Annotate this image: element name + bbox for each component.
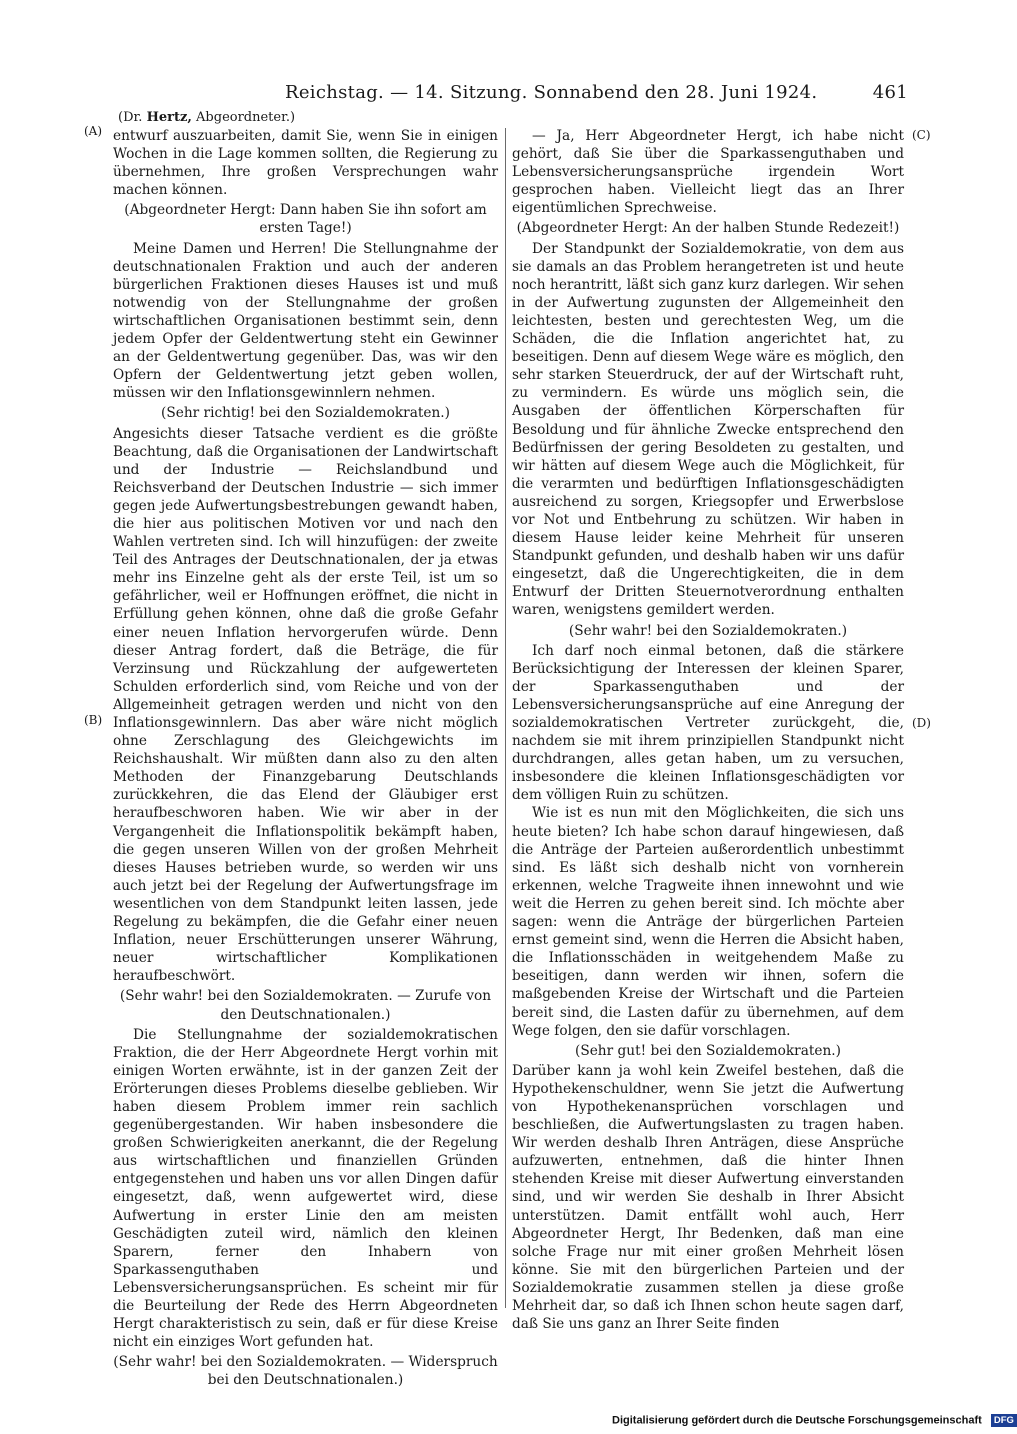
footer-text: Digitalisierung gefördert durch die Deutsche Forschungsgemeinschaft xyxy=(612,1414,982,1427)
margin-marker-a: (A) xyxy=(84,124,103,138)
paragraph: entwurf auszuarbeiten, damit Sie, wenn Sie in einigen Wochen in die Lage kommen sollten, die Regierung zu übernehmen, Ihre großen Versprechungen wahr machen können. xyxy=(113,128,498,199)
page-header xyxy=(110,82,910,106)
paragraph: — Ja, Herr Abgeordneter Hergt, ich habe nicht gehört, daß Sie über die Sparkassenguthaben und Lebensversicherungsansprüche irgendein Wort gesprochen haben. Vielleicht liegt das an Ihrer eigentümlichen Sprechweise. xyxy=(512,128,904,217)
paragraph: Die Stellungnahme der sozialdemokratischen Fraktion, die der Herr Abgeordnete Hergt vorhin mit einigen Worten erwähnte, ist in der ganzen Zeit der Erörterungen dieses Problems dieselbe geblieben. Wir haben diesem Problem immer rein sachlich gegenübergestanden. Wir haben insbesondere die großen Schwierigkeiten anerkannt, die der Regelung aus wirtschaftlichen und finanziellen Gründen entgegenstehen und haben uns vor allen Dingen dafür eingesetzt, daß, wenn aufgewertet wird, diese Aufwertung in erster Linie den am meisten Geschädigten zuteil wird, nämlich den kleinen Sparern, ferner den Inhabern von Sparkassenguthaben und Lebensversicherungsansprüchen. Es scheint mir für die Beurteilung der Rede des Herrn Abgeordneten Hergt charakteristisch zu sein, daß er für diese Kreise nicht ein einziges Wort gefunden hat. xyxy=(113,1026,498,1351)
speaker-prefix: (Dr. xyxy=(118,110,143,125)
interjection: (Sehr wahr! bei den Sozialdemokraten. — Zurufe von den Deutschnationalen.) xyxy=(119,988,492,1023)
page-number: 461 xyxy=(872,82,908,103)
margin-marker-b: (B) xyxy=(84,713,103,727)
dfg-logo: DFG xyxy=(991,1414,1017,1427)
margin-marker-d: (D) xyxy=(912,716,931,730)
margin-marker-c: (C) xyxy=(912,128,931,142)
interjection: (Sehr wahr! bei den Sozialdemokraten.) xyxy=(568,622,848,639)
interjection: (Abgeordneter Hergt: Dann haben Sie ihn sofort am ersten Tage!) xyxy=(124,202,487,237)
paragraph: Der Standpunkt der Sozialdemokratie, von dem aus sie damals an das Problem herangetreten ist und heute noch herantritt, läßt sich ganz kurz darlegen. Wir sehen in der Aufwertung zugunsten der Allgemeinheit den leichtesten, besten und gerechtesten Weg, um die Schäden, die die Inflation angerichtet hat, zu beseitigen. Denn auf diesem Wege wäre es möglich, den sehr starken Steuerdruck, der auf der Wirtschaft ruht, zu vermindern. Es würde uns möglich sein, die Ausgaben der öffentlichen Körperschaften für Besoldung und für ähnliche Zwecke entsprechend den Bedürfnissen der gering Besoldeten zu gestalten, und wir hätten auf diesem Wege auch die Möglichkeit, für die verarmten und bedürftigen Inflationsgeschädigten ausreichend zu sorgen, Kriegsopfer und Erwerbslose vor Not und Entbehrung zu schützen. Wir haben in diesem Hause leider keine Mehrheit für unseren Standpunkt gefunden, und deshalb haben wir uns dafür eingesetzt, daß die Ungerechtigkeiten, die in dem Entwurf der Dritten Steuernotverordnung enthalten waren, wenigstens gemildert werden. xyxy=(512,240,904,619)
paragraph: Wie ist es nun mit den Möglichkeiten, die sich uns heute bieten? Ich habe schon darauf hingewiesen, daß die Anträge der Parteien außerordentlich unbestimmt sind. Es läßt sich deshalb nicht von vornherein erkennen, welche Tragweite ihnen innewohnt und wie weit die Herren zu gehen bereit sind. Ich möchte aber sagen: wenn die Anträge der bürgerlichen Parteien ernst gemeint sind, wenn die Herren die Absicht haben, die Inflationsschäden in weitgehendem Maße zu beseitigen, dann werden wir ihnen, sofern die maßgebenden Kreise der Wirtschaft und die Parteien bereit sind, die Lasten dafür zu übernehmen, auf dem Wege folgen, den sie dafür vorschlagen. xyxy=(512,805,904,1039)
running-title: Reichstag. — 14. Sitzung. Sonnabend den 28. Juni 1924. xyxy=(285,82,818,103)
footer-credit xyxy=(612,1414,1017,1427)
interjection: (Abgeordneter Hergt: An der halben Stunde Redezeit!) xyxy=(516,220,900,237)
right-column xyxy=(512,127,904,1333)
paragraph: Darüber kann ja wohl kein Zweifel bestehen, daß die Hypothekenschuldner, wenn Sie jetzt die Aufwertung von Hypothekenansprüchen vorschlagen und beschließen, die Aufwertungslasten zu tragen haben. Wir werden deshalb Ihren Anträgen, diese Ansprüche aufzuwerten, entnehmen, daß die hinter Ihnen stehenden Kreise mit dieser Aufwertung einverstanden sind, und wir werden Sie deshalb in Ihrer Absicht unterstützen. Damit entfällt wohl auch, Herr Abgeordneter Hergt, Ihr Bedenken, daß man eine solche Frage nur mit einer großen Mehrheit lösen könne. Sie mit den bürgerlichen Parteien und der Sozialdemokratie zusammen stellen ja diese große Mehrheit dar, so daß ich Ihnen schon heute sagen darf, daß Sie uns ganz an Ihrer Seite finden xyxy=(512,1062,904,1333)
paragraph: Meine Damen und Herren! Die Stellungnahme der deutschnationalen Fraktion und auch der anderen bürgerlichen Fraktionen dieses Hauses ist und muß notwendig von der Stellungnahme der großen wirtschaftlichen Organisationen bestimmt sein, denn jedem Opfer der Geldentwertung steht ein Gewinner an der Geldentwertung gegenüber. Das, was wir den Opfern der Geldentwertung jetzt geben wollen, müssen wir den Inflationsgewinnlern nehmen. xyxy=(113,240,498,402)
speaker-role: Abgeordneter.) xyxy=(196,110,296,125)
paragraph: Angesichts dieser Tatsache verdient es die größte Beachtung, daß die Organisationen der Landwirtschaft und der Industrie — Reichslandbund und Reichsverband der Deutschen Industrie — sich immer gegen jede Aufwertungsbestrebungen gewandt haben, die hier aus politischen Motiven vor und nach den Wahlen vertreten sind. Ich will hinzufügen: der zweite Teil des Antrages der Deutschnationalen, der ja etwas mehr ins Einzelne geht als der erste Teil, ist um so gefährlicher, weil er Hoffnungen eröffnet, die nicht in Erfüllung gehen können, ohne daß die große Gefahr einer neuen Inflation hervorgerufen würde. Denn dieser Antrag fordert, daß die Beträge, die für Verzinsung und Rückzahlung der aufgewerteten Schulden erforderlich sind, vom Reiche und von der Allgemeinheit getragen werden und nicht von den Inflationsgewinnlern. Das aber wäre nicht möglich ohne Zerschlagung des Gleichgewichts im Reichshaushalt. Wir müßten dann also zu den alten Methoden der Finanzgebarung Deutschlands zurückkehren, die das Elend der Gläubiger erst heraufbeschworen haben. Wie wir aber in der Vergangenheit die Inflationspolitik bekämpft haben, die gegen unseren Willen von der großen Mehrheit dieses Hauses betrieben wurde, so werden wir uns auch jetzt bei der Regelung der Aufwertungsfrage im wesentlichen von dem Standpunkt leiten lassen, jede Regelung zu bekämpfen, die die Gefahr einer neuen Inflation, neuer Erschütterungen unserer Währung, neuer wirtschaftlicher Komplikationen heraufbeschwört. xyxy=(113,425,498,985)
speaker-note xyxy=(118,110,295,125)
speaker-name: Hertz, xyxy=(146,110,192,125)
interjection: (Sehr wahr! bei den Sozialdemokraten. — Widerspruch bei den Deutschnationalen.) xyxy=(113,1354,498,1389)
left-column xyxy=(113,127,498,1389)
column-divider xyxy=(505,128,506,1308)
paragraph: Ich darf noch einmal betonen, daß die stärkere Berücksichtigung der Interessen der kleinen Sparer, der Sparkassenguthaben und der Lebensversicherungsansprüche auf eine Anregung der sozialdemokratischen Vertreter zurückgeht, die, nachdem sie mit ihrem prinzipiellen Standpunkt nicht durchdrangen, alles getan haben, um zu versuchen, insbesondere die kleinen Inflationsgeschädigten vor dem völligen Ruin zu schützen. xyxy=(512,642,904,804)
interjection: (Sehr richtig! bei den Sozialdemokraten.) xyxy=(161,405,450,422)
interjection: (Sehr gut! bei den Sozialdemokraten.) xyxy=(574,1042,841,1059)
